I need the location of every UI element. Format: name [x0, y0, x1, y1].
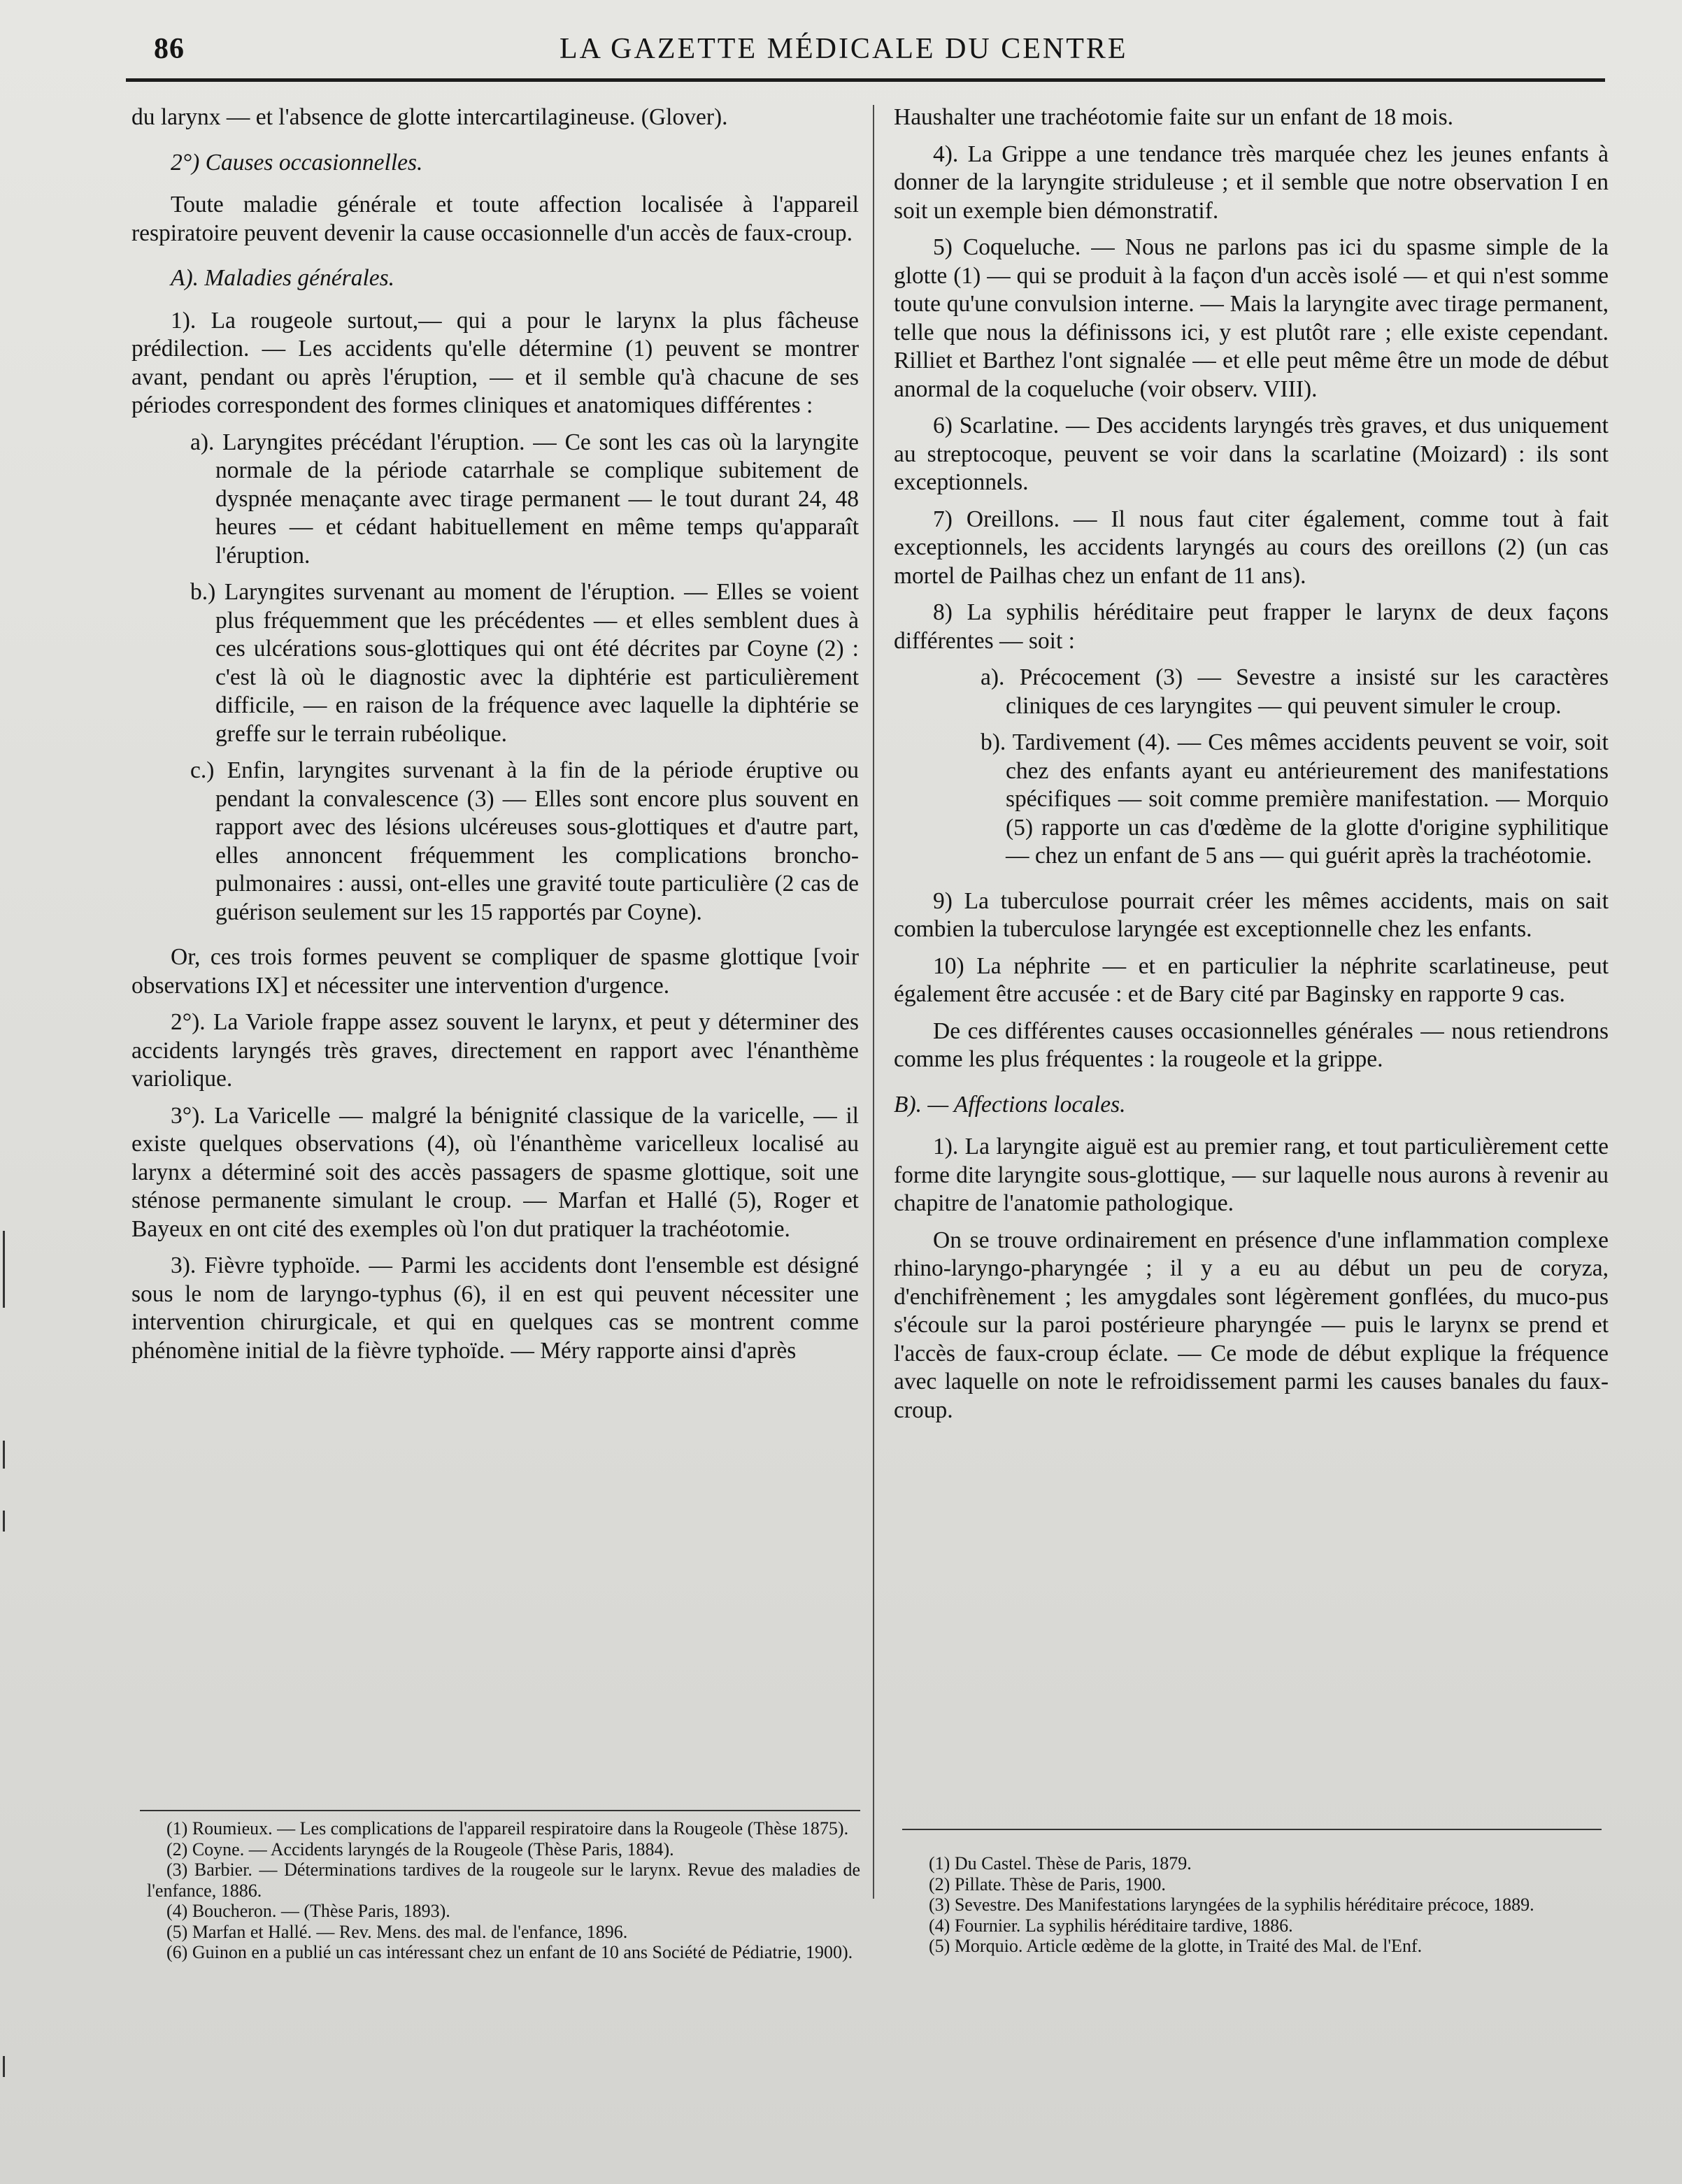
page-header [154, 27, 1609, 76]
footnote: (6) Guinon en a publié un cas intéressant chez un enfant de 10 ans Société de Pédiatrie, 1900). [166, 1942, 853, 1962]
paragraph: De ces différentes causes occasionnelles générales — nous retiendrons comme les plus fréquentes : la rougeole et la grippe. [894, 1018, 1609, 1072]
paragraph: 3). Fièvre typhoïde. — Parmi les accidents dont l'ensemble est désigné sous le nom de laryngo-typhus (6), il en est qui peuvent nécessiter une intervention chirurgicale, et qui en quelques cas se montrent comme phénomène initial de la fièvre typhoïde. — Méry rapporte ainsi d'après [131, 1252, 859, 1364]
paragraph: 1). La rougeole surtout,— qui a pour le larynx la plus fâcheuse prédilection. — Les accidents qu'elle détermine (1) peuvent se montrer avant, pendant ou après l'éruption, — et il semble qu'à chacune de ses périodes correspondent des formes cliniques et anatomiques différentes : [131, 307, 859, 418]
paragraph: 1). La laryngite aiguë est au premier rang, et tout particulièrement cette forme dite laryngite sous-glottique, — sur laquelle nous aurons à revenir au chapitre de l'anatomie pathologique. [894, 1134, 1609, 1216]
paragraph: 9) La tuberculose pourrait créer les mêmes accidents, mais on sait combien la tuberculose laryngée est exceptionnelle chez les enfants. [894, 887, 1609, 942]
column-divider [873, 105, 874, 1899]
paragraph: 10) La néphrite — et en particulier la néphrite scarlatineuse, peut également être accusée : et de Bary cité par Baginsky en rapporte 9 cas. [894, 952, 1609, 1007]
footnote: (5) Morquio. Article œdème de la glotte, in Traité des Mal. de l'Enf. [929, 1936, 1423, 1956]
footnote-rule [902, 1829, 1602, 1830]
paragraph: Toute maladie générale et toute affection localisée à l'appareil respiratoire peuvent devenir la cause occasionnelle d'un accès de faux-croup. [131, 192, 859, 246]
footnote: (2) Coyne. — Accidents laryngés de la Rougeole (Thèse Paris, 1884). [166, 1839, 674, 1860]
header-rule [126, 78, 1605, 82]
footnote: (4) Fournier. La syphilis héréditaire tardive, 1886. [929, 1915, 1293, 1936]
right-column [894, 104, 1609, 1433]
footnote: (1) Roumieux. — Les complications de l'appareil respiratoire dans la Rougeole (Thèse 1875). [166, 1818, 849, 1839]
footnote-rule [140, 1810, 860, 1811]
scan-edge-mark [3, 1511, 5, 1532]
left-column [131, 104, 859, 1373]
paragraph: 6) Scarlatine. — Des accidents laryngés très graves, et dus uniquement au streptocoque, peuvent se voir dans la scarlatine (Moizard) : ils sont exceptionnels. [894, 413, 1609, 495]
footnote: (2) Pillate. Thèse de Paris, 1900. [929, 1873, 1166, 1894]
subparagraph: b.) Laryngites survenant au moment de l'éruption. — Elles se voient plus fréquemment que les précédentes — et elles semblent dues à ces ulcérations sous-glottiques qui ont été décrites par Coyne (2) : c'est là où le diagnostic avec la diphtérie est particulièrement difficile, — en raison de la fréquence avec laquelle la diphtérie se greffe sur le terrain rubéolique. [190, 579, 859, 747]
paragraph: 3°). La Varicelle — malgré la bénignité classique de la varicelle, — il existe quelques observations (4), où l'énanthème varicelleux localisé au larynx a déterminé soit des accès passagers de spasme glottique, soit une sténose permanente simulant le croup. — Marfan et Hallé (5), Roger et Bayeux en ont cité des exemples où l'on dut pratiquer la trachéotomie. [131, 1102, 859, 1242]
footnote: (1) Du Castel. Thèse de Paris, 1879. [929, 1853, 1192, 1873]
right-footnotes [909, 1853, 1602, 1957]
page-number: 86 [154, 33, 185, 65]
scan-edge-mark [3, 1231, 5, 1308]
section-heading: B). — Affections locales. [894, 1091, 1126, 1118]
paragraph: 8) La syphilis héréditaire peut frapper le larynx de deux façons différentes — soit : [894, 599, 1609, 654]
paragraph: 5) Coqueluche. — Nous ne parlons pas ici du spasme simple de la glotte (1) — qui se produit à la façon d'un accès isolé — et qui n'est somme toute qu'une convulsion interne. — Mais la laryngite avec tirage permanent, telle que nous la définissons ici, y est plutôt rare ; elle existe cependant. Rilliet et Barthez l'ont signalée — et elle peut même être un mode de début anormal de la coqueluche (voir observ. VIII). [894, 234, 1609, 402]
section-heading: A). Maladies générales. [171, 265, 395, 291]
scan-edge-mark [3, 2056, 5, 2077]
footnote: (3) Barbier. — Déterminations tardives de la rougeole sur le larynx. Revue des maladies de l'enfance, 1886. [147, 1860, 860, 1901]
footnote: (3) Sevestre. Des Manifestations laryngées de la syphilis héréditaire précoce, 1889. [929, 1894, 1534, 1915]
footnote: (4) Boucheron. — (Thèse Paris, 1893). [166, 1901, 450, 1921]
footnote: (5) Marfan et Hallé. — Rev. Mens. des mal. de l'enfance, 1896. [166, 1921, 628, 1942]
section-heading: 2°) Causes occasionnelles. [171, 149, 423, 176]
paragraph: Haushalter une trachéotomie faite sur un enfant de 18 mois. [894, 104, 1454, 130]
scan-edge-mark [3, 1441, 5, 1469]
paragraph: 7) Oreillons. — Il nous faut citer également, comme tout à fait exceptionnels, les accidents laryngés au cours des oreillons (2) (un cas mortel de Pailhas chez un enfant de 11 ans). [894, 506, 1609, 589]
paragraph: Or, ces trois formes peuvent se compliquer de spasme glottique [voir observations IX] et nécessiter une intervention d'urgence. [131, 944, 859, 999]
paragraph: 4). La Grippe a une tendance très marquée chez les jeunes enfants à donner de la laryngite striduleuse ; et il semble que notre observation I en soit un exemple bien démonstratif. [894, 141, 1609, 224]
journal-title: LA GAZETTE MÉDICALE DU CENTRE [560, 33, 1128, 65]
subparagraph: c.) Enfin, laryngites survenant à la fin de la période éruptive ou pendant la convalescence (3) — Elles sont encore plus souvent en rapport avec des lésions ulcéreuses sous-glottiques et d'autre part, elles annoncent fréquemment les complications broncho-pulmonaires : aussi, ont-elles une gravité toute particulière (2 cas de guérison seulement sur les 15 rapportés par Coyne). [190, 757, 859, 925]
paragraph: On se trouve ordinairement en présence d'une inflammation complexe rhino-laryngo-pharyngée ; il y a eu au début un peu de coryza, d'enchifrènement ; les amygdales sont légèrement gonflées, du muco-pus s'écoule sur la paroi postérieure pharyngée — puis le larynx se prend et l'accès de faux-croup éclate. — Ce mode de début explique la fréquence avec laquelle on note le refroidissement parmi les causes banales du faux-croup. [894, 1227, 1609, 1423]
subparagraph: a). Précocement (3) — Sevestre a insisté sur les caractères cliniques de ces laryngites — qui peuvent simuler le croup. [981, 664, 1609, 719]
left-footnotes [147, 1818, 860, 1963]
paragraph: du larynx — et l'absence de glotte intercartilagineuse. (Glover). [131, 104, 728, 130]
paragraph: 2°). La Variole frappe assez souvent le larynx, et peut y déterminer des accidents laryngés très graves, directement en rapport avec l'énanthème variolique. [131, 1009, 859, 1092]
subparagraph: a). Laryngites précédant l'éruption. — Ce sont les cas où la laryngite normale de la période catarrhale se complique subitement de dyspnée menaçante avec tirage permanent — le tout durant 24, 48 heures — et cédant habituellement en même temps qu'apparaît l'éruption. [190, 429, 859, 569]
subparagraph: b). Tardivement (4). — Ces mêmes accidents peuvent se voir, soit chez des enfants ayant eu antérieurement des manifestations spécifiques — soit comme première manifestation. — Morquio (5) rapporte un cas d'œdème de la glotte d'origine syphilitique — chez un enfant de 5 ans — qui guérit après la trachéotomie. [981, 729, 1609, 869]
